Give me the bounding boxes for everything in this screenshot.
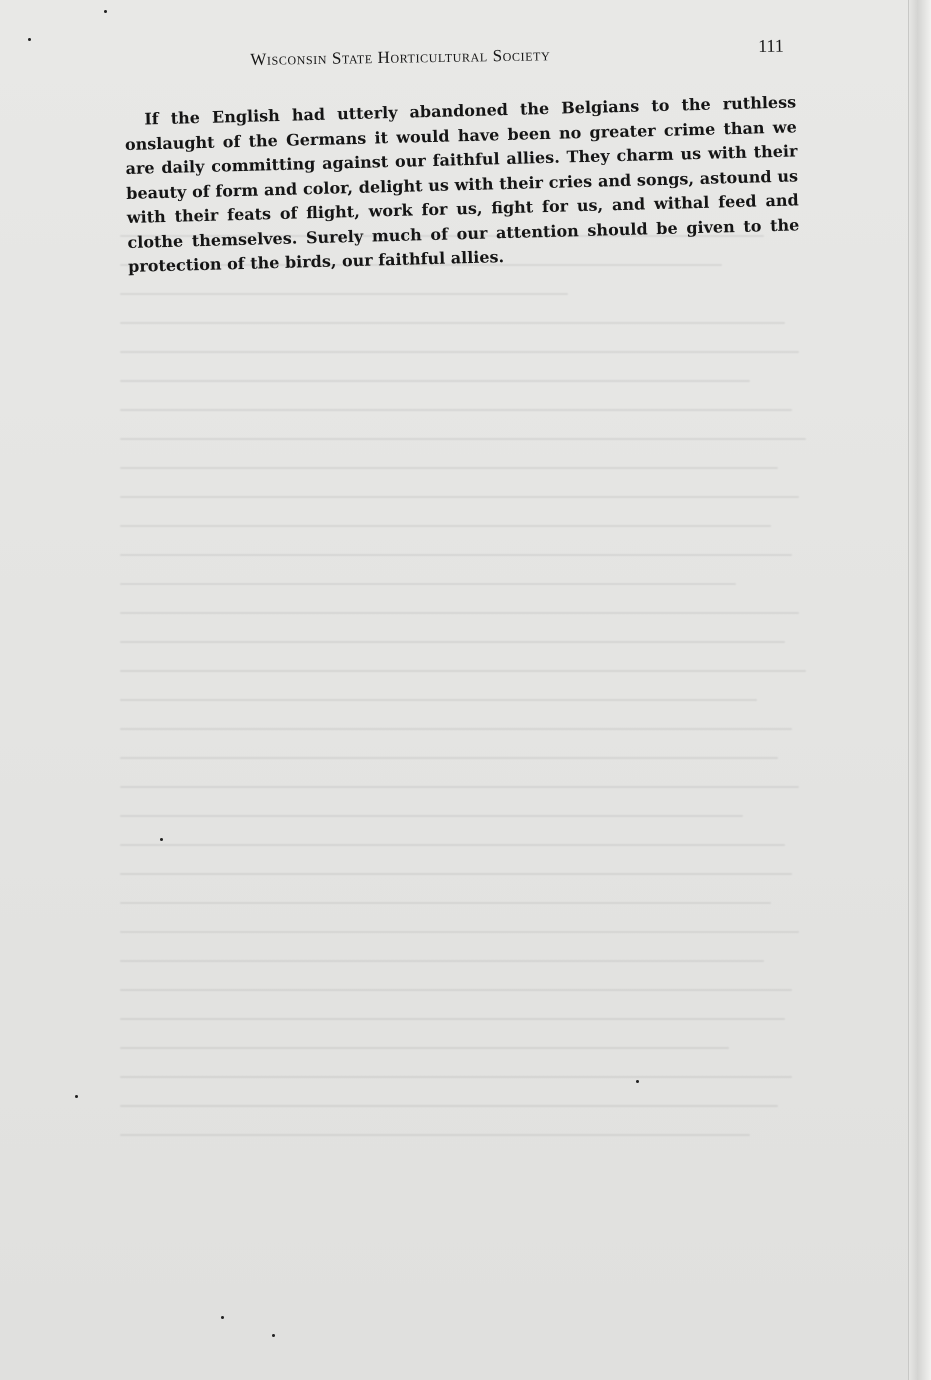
running-head-title: Wisconsin State Horticultural Society bbox=[250, 45, 551, 69]
ink-speck bbox=[75, 1095, 78, 1098]
ink-speck bbox=[160, 838, 163, 841]
ink-speck bbox=[221, 1316, 224, 1319]
ink-speck bbox=[28, 38, 31, 41]
page-number: 111 bbox=[757, 35, 784, 57]
body-paragraph: If the English had utterly abandoned the Belgians to the ruthless onslaught of the Germans it would have been no greater crime than we are daily committing against our faithful allies. They charm us with their beauty of form and color, delight us with their cries and songs, astound us with their feats of flight, work for us, fight for us, and withal feed and clothe themselves. Surely much of our attention should be given to the protection of the birds, our faithful allies. bbox=[124, 92, 800, 276]
show-through-text bbox=[120, 235, 820, 1245]
page-edge-shadow bbox=[908, 0, 931, 1380]
ink-speck bbox=[272, 1334, 275, 1337]
ink-speck bbox=[104, 10, 107, 13]
running-header bbox=[250, 35, 810, 74]
ink-speck bbox=[636, 1080, 639, 1083]
